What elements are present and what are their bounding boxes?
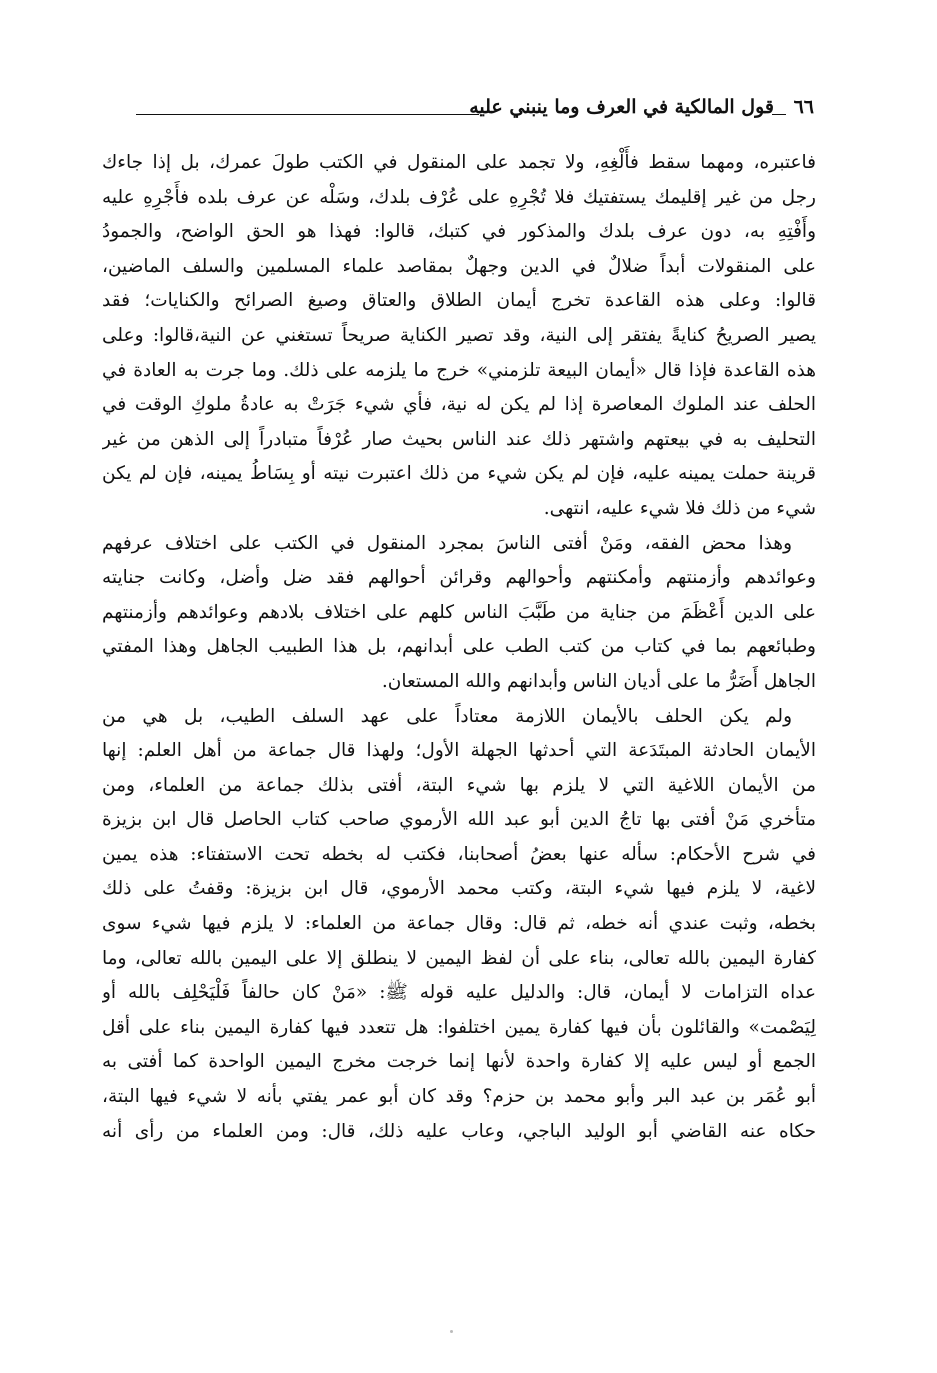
text-line: بخطه، وثبت عندي أنه خطه، ثم قال: وقال جماعة من العلماء: لا يلزم فيها شيء سوى xyxy=(102,913,816,935)
text-line: كفارة اليمين بالله تعالى، بناء على أن لفظ اليمين لا ينطلق إلا على اليمين بالله تعالى، وما xyxy=(102,947,816,969)
text-line: قالوا: وعلى هذه القاعدة تخرج أيمان الطلاق والعتاق وصيغ الصرائح والكنايات؛ فقد xyxy=(102,290,816,312)
text-line: الحلف عند الملوك المعاصرة إذا لم يكن له نية، فأي شيء جَرَتْ به عادةُ ملوكِ الوقت في xyxy=(102,394,816,416)
text-line: الأيمان الحادثة المبتَدَعة التي أحدثها الجهلة الأول؛ ولهذا قال جماعة من أهل العلم: إنها xyxy=(102,740,816,762)
header-rule xyxy=(136,114,479,115)
text-line: هذه القاعدة فإذا قال «أيمان البيعة تلزمني» خرج ما يلزمه على ذلك. وما جرت به العادة في xyxy=(102,359,816,381)
text-line: عداه التزامات لا أيمان، قال: والدليل عليه قوله ﷺ: «مَنْ كان حالفاً فَلْيَحْلِف بالله أو xyxy=(102,982,816,1004)
text-line: قرينة حملت يمينه عليه، فإن لم يكن شيء من ذلك اعتبرت نيته أو بِسَاطُ يمينه، فإن لم يكن xyxy=(102,463,816,485)
page-number: ٦٦ xyxy=(793,96,814,118)
text-line: على المنقولات أبداً ضلالٌ في الدين وجهلٌ بمقاصد علماء المسلمين والسلف الماضين، xyxy=(102,255,816,277)
page-header xyxy=(108,92,814,122)
text-line: وعوائدهم وأزمنتهم وأمكنتهم وأحوالهم وقرائن أحوالهم فقد ضل وأضل، وكانت جنايته xyxy=(102,567,816,589)
text-line: وهذا محض الفقه، ومَنْ أفتى الناسَ بمجرد المنقول في الكتب على اختلاف عرفهم xyxy=(102,532,792,554)
text-line: يصير الصريحُ كنايةً يفتقر إلى النية، وقد تصير الكناية صريحاً تستغني عن النية،قالوا: وعلى xyxy=(102,324,816,346)
text-line: شيء من ذلك فلا شيء عليه، انتهى. xyxy=(543,497,816,519)
scan-speck xyxy=(450,1330,453,1333)
text-line: الجاهل أَضَرُّ ما على أديان الناس وأبدانهم والله المستعان. xyxy=(381,670,816,692)
text-line: متأخري مَنْ أفتى بها تاجُ الدين أبو عبد الله الأرموي صاحب كتاب الحاصل قال ابن بزيزة xyxy=(102,809,816,831)
text-line: رجل من غير إقليمك يستفتيك فلا تُجْرِهِ على عُرْف بلدك، وسَلْه عن عرف بلده فأَجْرِهِ عليه xyxy=(102,186,816,208)
text-line: وطبائعهم بما في كتاب من كتب الطب على أبدانهم، بل هذا الطبيب الجاهل وهذا المفتي xyxy=(102,636,816,658)
text-line: الجمع أو ليس عليه إلا كفارة واحدة لأنها إنما خرجت مخرج اليمين الواحدة كما أفتى به xyxy=(102,1051,816,1073)
text-line: وأَفْتِهِ به، دون عرف بلدك والمذكور في كتبك، قالوا: فهذا هو الحق الواضح، والجمودُ xyxy=(102,221,816,243)
main-text xyxy=(102,146,816,1149)
text-line: ولم يكن الحلف بالأيمان اللازمة معتاداً على عهد السلف الطيب، بل هي من xyxy=(102,705,792,727)
text-line: لاغية، لا يلزم فيها شيء البتة، وكتب محمد الأرموي، قال ابن بزيزة: وقفتُ على ذلك xyxy=(102,878,816,900)
text-line: فاعتبره، ومهما سقط فأَلْغِهِ، ولا تجمد على المنقول في الكتب طولَ عمرك، بل إذا جاءك xyxy=(102,152,816,173)
text-line: من الأيمان اللاغية التي لا يلزم بها شيء البتة، أفتى بذلك جماعة من العلماء، ومن xyxy=(102,774,816,796)
text-line: أبو عُمَر بن عبد البر وأبو محمد بن حزم؟ وقد كان أبو عمر يفتي بأنه لا شيء فيها البتة، xyxy=(102,1086,816,1108)
header-rule-short xyxy=(772,114,786,115)
text-line: حكاه عنه القاضي أبو الوليد الباجي، وعاب عليه ذلك، قال: ومن العلماء من رأى أنه xyxy=(102,1120,816,1142)
text-line: لِيَصْمت» والقائلون بأن فيها كفارة يمين اختلفوا: هل تتعدد فيها كفارة اليمين بناء على أقل xyxy=(102,1016,816,1038)
running-title: قول المالكية في العرف وما ينبني عليه xyxy=(469,96,774,118)
text-line: على الدين أَعْظَمَ من جناية من طَبَّبَ الناس كلهم على اختلاف بلادهم وعوائدهم وأزمنتهم xyxy=(102,601,816,623)
text-line: في شرح الأحكام: سأله عنها بعضُ أصحابنا، فكتب له بخطه تحت الاستفتاء: هذه يمين xyxy=(102,843,816,865)
text-line: التحليف به في بيعتهم واشتهر ذلك عند الناس بحيث صار عُرْفاً متبادراً إلى الذهن من غير xyxy=(102,428,816,450)
